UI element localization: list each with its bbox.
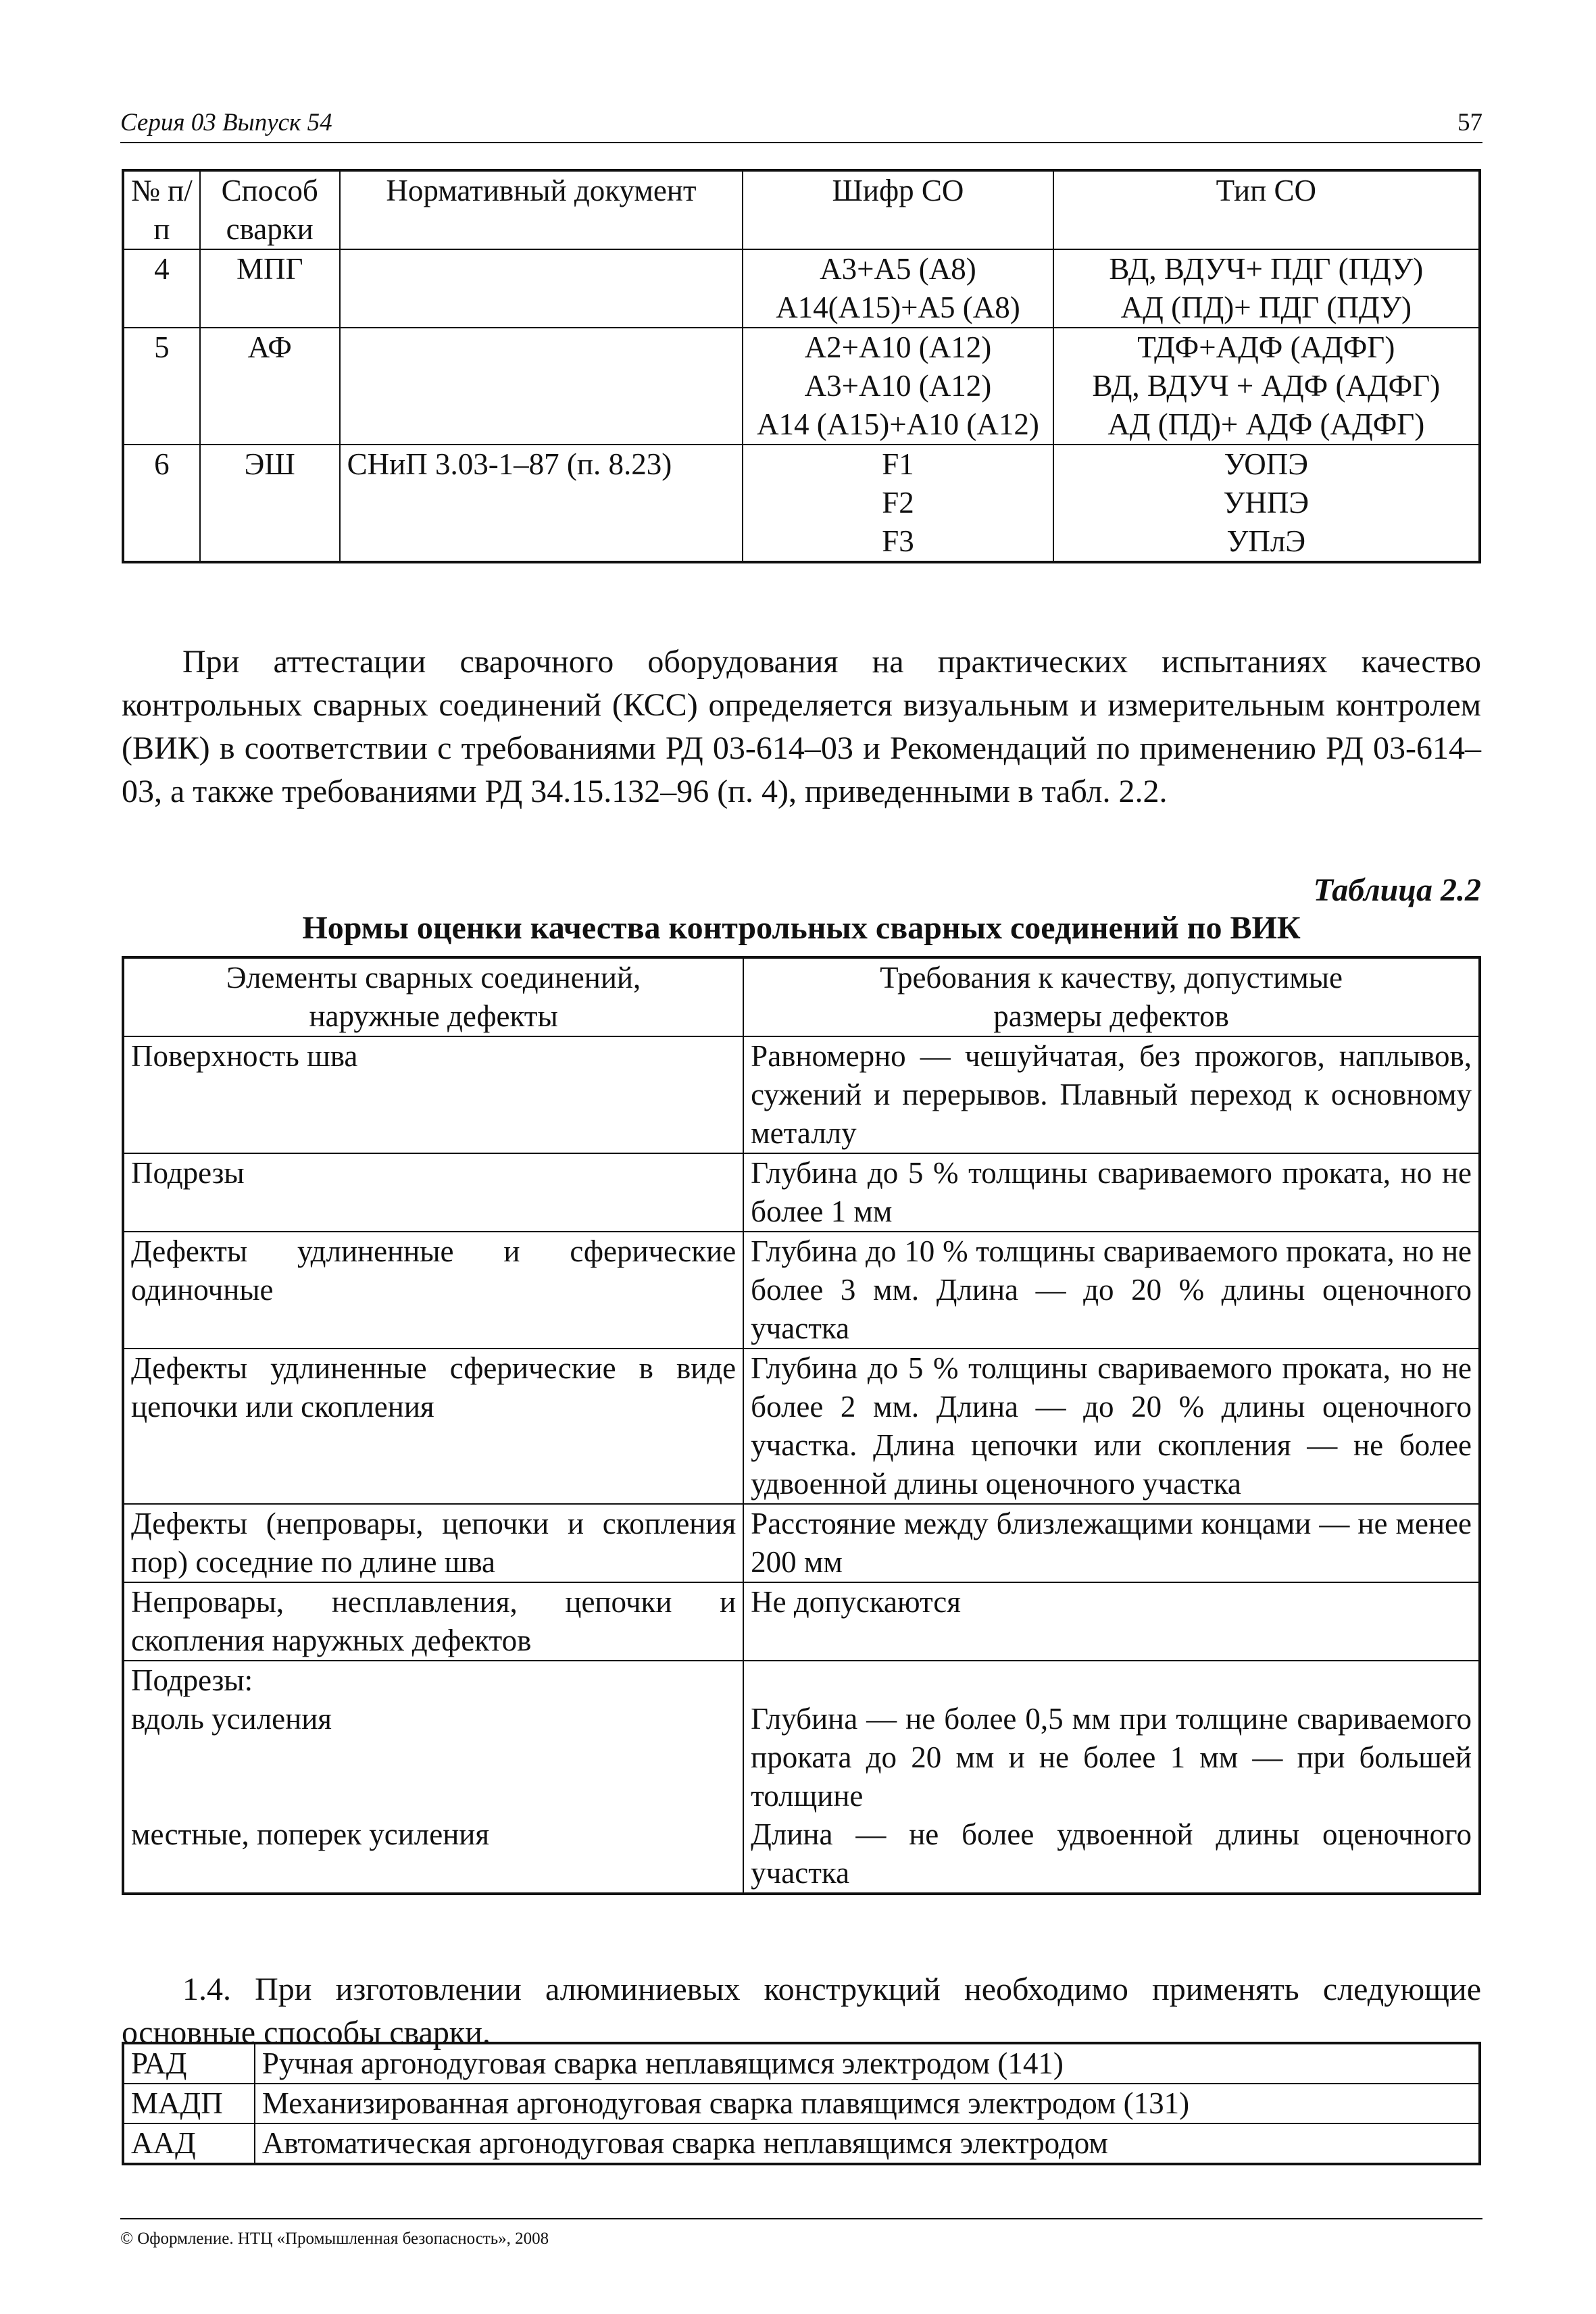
table-title: Нормы оценки качества контрольных сварных соединений по ВИК (302, 910, 1301, 946)
type-line: АД (ПД)+ АДФ (АДФГ) (1107, 407, 1425, 441)
footer-copyright: © Оформление. НТЦ «Промышленная безопасность», 2008 (120, 2230, 549, 2248)
cell-num: 5 (123, 328, 200, 445)
cell-method: АФ (200, 328, 340, 445)
type-line: ВД, ВДУЧ + АДФ (АДФГ) (1092, 369, 1441, 403)
code-line: А14(А15)+А5 (А8) (776, 291, 1020, 324)
cell-document (340, 249, 743, 328)
header-divider (120, 142, 1482, 143)
code-line: F3 (882, 524, 914, 558)
table-row (123, 2123, 1480, 2164)
cell-requirement: Равномерно — чешуйчатая, без прожогов, наплывов, сужений и перерывов. Плавный переход к основному металлу (743, 1036, 1480, 1153)
table-label: Таблица 2.2 (1313, 872, 1481, 908)
header-cell-method: Способ сварки (200, 170, 340, 249)
cell-method-code: МАДП (123, 2084, 255, 2123)
type-line: ВД, ВДУЧ+ ПДГ (ПДУ) (1109, 252, 1424, 286)
cell-type (1053, 249, 1480, 328)
header-cell-code: Шифр СО (743, 170, 1053, 249)
header-cell-requirements: Требования к качеству, допустимые размеры дефектов (743, 957, 1480, 1036)
cell-method-code: РАД (123, 2043, 255, 2084)
cell-code (743, 249, 1053, 328)
aluminum-welding-methods-table (122, 2042, 1481, 2165)
cell-document (340, 328, 743, 445)
table-row (123, 1582, 1480, 1661)
undercuts-along-requirement: Глубина — не более 0,5 мм при толщине свариваемого проката до 20 мм и не более 1 мм — при большей толщине (751, 1702, 1472, 1813)
table-header-row (123, 170, 1480, 249)
cell-method-description: Автоматическая аргонодуговая сварка неплавящимся электродом (255, 2123, 1480, 2164)
table-row-undercuts (123, 1661, 1480, 1894)
body-paragraph: При аттестации сварочного оборудования на практических испытаниях качество контрольных сварных соединений (КСС) определяется визуальным и измерительным контролем (ВИК) в соответствии с требованиями РД 03-614–03 и Рекомендаций по применению РД 03-614–03, а также требованиями РД 34.15.132–96 (п. 4), приведенными в табл. 2.2. (122, 644, 1481, 809)
table-row (123, 1153, 1480, 1232)
undercuts-local: местные, поперек усиления (131, 1817, 490, 1851)
quality-norms-table (122, 956, 1481, 1895)
code-line: А14 (А15)+А10 (А12) (757, 407, 1039, 441)
cell-method-code: ААД (123, 2123, 255, 2164)
cell-requirement: Глубина до 5 % толщины свариваемого проката, но не более 1 мм (743, 1153, 1480, 1232)
undercuts-local-requirement: Длина — не более удвоенной длины оценочного участка (751, 1817, 1472, 1890)
cell-document: СНиП 3.03-1–87 (п. 8.23) (340, 445, 743, 562)
cell-element (123, 1661, 743, 1894)
welding-methods-table (122, 169, 1481, 563)
table-row (123, 328, 1480, 445)
table-row (123, 2084, 1480, 2123)
cell-num: 4 (123, 249, 200, 328)
cell-code (743, 445, 1053, 562)
body-paragraph: 1.4. При изготовлении алюминиевых конструкций необходимо применять следующие основные способы сварки. (122, 1971, 1481, 2051)
code-line: А3+А10 (А12) (804, 369, 992, 403)
cell-method: МПГ (200, 249, 340, 328)
code-line: А2+А10 (А12) (804, 330, 992, 364)
header-cell-num: № п/п (123, 170, 200, 249)
cell-code (743, 328, 1053, 445)
cell-element: Дефекты (непровары, цепочки и скопления пор) соседние по длине шва (123, 1504, 743, 1582)
running-header: Серия 03 Выпуск 54 (120, 109, 332, 136)
cell-element: Подрезы (123, 1153, 743, 1232)
table-row (123, 2043, 1480, 2084)
cell-requirement: Расстояние между близлежащими концами — не менее 200 мм (743, 1504, 1480, 1582)
cell-requirement: Глубина до 5 % толщины свариваемого проката, но не более 2 мм. Длина — до 20 % длины оценочного участка. Длина цепочки или скопления — не более удвоенной длины оценочного участка (743, 1349, 1480, 1504)
type-line: УПлЭ (1226, 524, 1306, 558)
header-cell-document: Нормативный документ (340, 170, 743, 249)
cell-element: Дефекты удлиненные сферические в виде цепочки или скопления (123, 1349, 743, 1504)
code-line: F1 (882, 447, 914, 481)
type-line: ТДФ+АДФ (АДФГ) (1137, 330, 1395, 364)
code-line: А3+А5 (А8) (820, 252, 976, 286)
code-line: F2 (882, 486, 914, 520)
cell-element: Непровары, несплавления, цепочки и скопления наружных дефектов (123, 1582, 743, 1661)
type-line: УНПЭ (1223, 486, 1310, 520)
cell-requirement: Не допускаются (743, 1582, 1480, 1661)
undercuts-along: вдоль усиления (131, 1702, 332, 1736)
cell-num: 6 (123, 445, 200, 562)
footer-divider (120, 2218, 1482, 2219)
type-line: УОПЭ (1224, 447, 1308, 481)
cell-element: Поверхность шва (123, 1036, 743, 1153)
cell-requirement (743, 1661, 1480, 1894)
table-header-row (123, 957, 1480, 1036)
cell-type (1053, 445, 1480, 562)
table-row (123, 1036, 1480, 1153)
header-cell-elements: Элементы сварных соединений, наружные дефекты (123, 957, 743, 1036)
table-row (123, 1504, 1480, 1582)
cell-type (1053, 328, 1480, 445)
table-row (123, 445, 1480, 562)
type-line: АД (ПД)+ ПДГ (ПДУ) (1120, 291, 1412, 324)
table-row (123, 1349, 1480, 1504)
cell-requirement: Глубина до 10 % толщины свариваемого проката, но не более 3 мм. Длина — до 20 % длины оценочного участка (743, 1232, 1480, 1349)
cell-method-description: Механизированная аргонодуговая сварка плавящимся электродом (131) (255, 2084, 1480, 2123)
table-row (123, 249, 1480, 328)
undercuts-heading: Подрезы: (131, 1663, 253, 1697)
header-cell-type: Тип СО (1053, 170, 1480, 249)
table-row (123, 1232, 1480, 1349)
cell-method: ЭШ (200, 445, 340, 562)
cell-element: Дефекты удлиненные и сферические одиночные (123, 1232, 743, 1349)
page-number: 57 (1457, 109, 1482, 136)
cell-method-description: Ручная аргонодуговая сварка неплавящимся электродом (141) (255, 2043, 1480, 2084)
